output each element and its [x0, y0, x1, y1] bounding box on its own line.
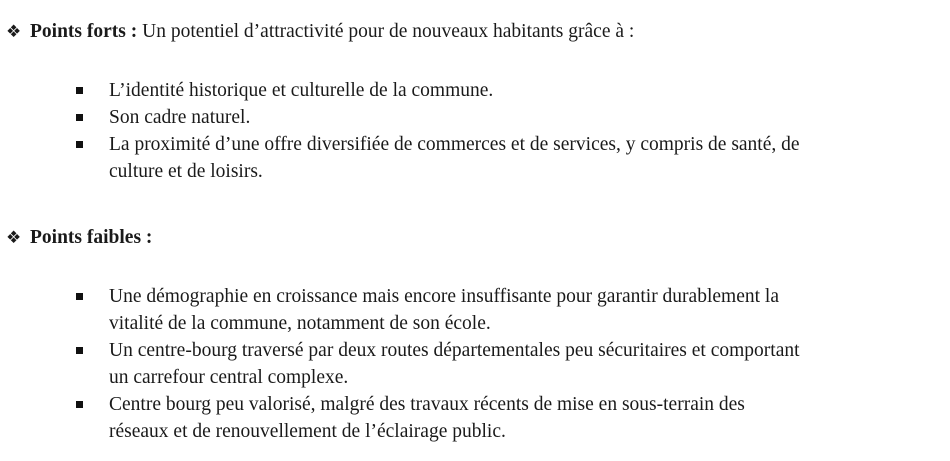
square-bullet-icon [76, 401, 83, 408]
square-bullet-icon [76, 141, 83, 148]
strengths-heading [6, 20, 634, 44]
square-bullet-icon [76, 114, 83, 121]
weaknesses-title: Points faibles : [30, 227, 153, 248]
list-item-text: Centre bourg peu valorisé, malgré des travaux récents de mise en sous-terrain des [109, 394, 745, 415]
strengths-list [0, 77, 950, 185]
list-item [0, 283, 950, 337]
diamond-bullet-icon: ❖ [6, 228, 22, 247]
square-bullet-icon [76, 293, 83, 300]
list-item-text: L’identité historique et culturelle de la commune. [109, 80, 494, 101]
list-item [0, 391, 950, 445]
list-item-text: La proximité d’une offre diversifiée de commerces et de services, y compris de santé, de [109, 134, 800, 155]
list-item [0, 131, 950, 185]
list-item [0, 104, 950, 131]
list-item [0, 77, 950, 104]
list-item-text: un carrefour central complexe. [109, 367, 349, 388]
weaknesses-heading [6, 226, 152, 250]
weaknesses-list [0, 283, 950, 445]
square-bullet-icon [76, 347, 83, 354]
list-item [0, 337, 950, 391]
list-item-text: Son cadre naturel. [109, 107, 251, 128]
list-item-text: vitalité de la commune, notamment de son école. [109, 313, 491, 334]
square-bullet-icon [76, 87, 83, 94]
list-item-text: Une démographie en croissance mais encore insuffisante pour garantir durablement la [109, 286, 779, 307]
strengths-intro: Un potentiel d’attractivité pour de nouveaux habitants grâce à : [137, 21, 635, 42]
strengths-title: Points forts : [30, 21, 138, 42]
list-item-text: culture et de loisirs. [109, 161, 263, 182]
list-item-text: réseaux et de renouvellement de l’éclairage public. [109, 421, 506, 442]
list-item-text: Un centre-bourg traversé par deux routes départementales peu sécuritaires et comportant [109, 340, 800, 361]
diamond-bullet-icon: ❖ [6, 22, 22, 41]
